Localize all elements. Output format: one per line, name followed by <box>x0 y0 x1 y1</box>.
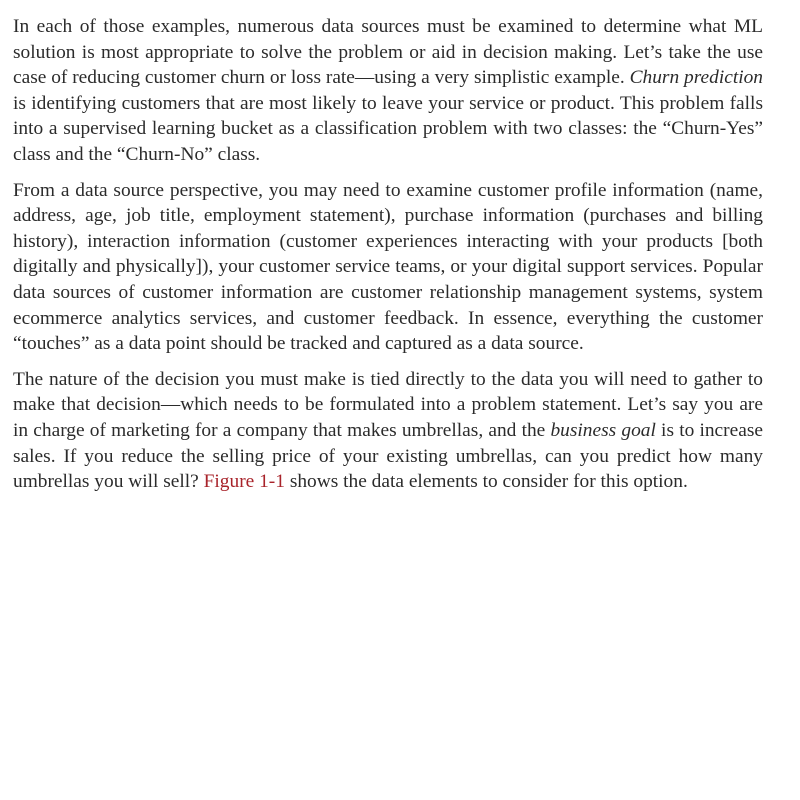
text-segment: The nature of the decision you must make is tied directly to the data you will need to gather to make that decision—which needs to be formulated into a problem statement. Let’s say you are in charge of marketing for a company that makes umbrellas, and the <box>13 368 763 441</box>
paragraph-churn-example <box>13 14 763 168</box>
paragraph-decision-nature <box>13 367 763 495</box>
text-segment: is to increase sales. If you reduce the selling price of your existing umbrellas, can you predict how many umbrellas you will sell? <box>13 419 763 493</box>
figure-reference-link[interactable]: Figure 1-1 <box>203 471 285 493</box>
term-business-goal: business goal <box>550 419 656 441</box>
document-body <box>13 14 763 505</box>
paragraph-data-sources <box>13 178 763 357</box>
text-segment: In each of those examples, numerous data sources must be examined to determine what ML solution is most appropriate to solve the problem or aid in decision making. Let’s take the use case of reducing customer churn or loss rate—using a very simplistic example. <box>13 16 763 89</box>
term-churn-prediction: Churn prediction <box>629 67 763 89</box>
text-segment: is identifying customers that are most likely to leave your service or product. This problem falls into a supervised learning bucket as a classification problem with two classes: the “Churn-Yes” class and the “Churn-No” class. <box>13 92 763 165</box>
text-segment: From a data source perspective, you may need to examine customer profile information (name, address, age, job title, employment statement), purchase information (purchases and billing history), interaction information (customer experiences interacting with your products [both digitally and physically]), your customer service teams, or your digital support services. Popular data sources of customer information are customer relationship management systems, system ecommerce analytics services, and customer feedback. In essence, everything the customer “touches” as a data point should be tracked and captured as a data source. <box>13 179 763 355</box>
text-segment: shows the data elements to consider for this option. <box>284 471 688 493</box>
